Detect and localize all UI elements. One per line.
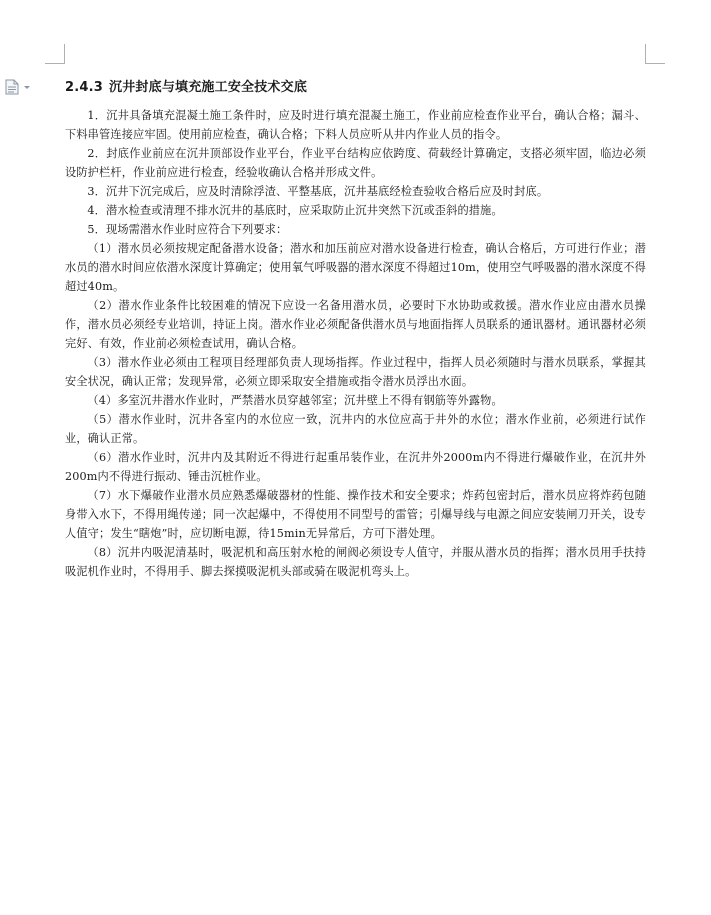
paragraph: （8）沉井内吸泥清基时，吸泥机和高压射水枪的闸阀必须设专人值守，并服从潜水员的指挥；潜水员用手扶持吸泥机作业时，不得用手、脚去探摸吸泥机头部或骑在吸泥机弯头上。 xyxy=(65,546,646,578)
section-number: 2.4.3 xyxy=(65,80,104,95)
paragraph: 4．潜水检查或清理不排水沉井的基底时，应采取防止沉井突然下沉或歪斜的措施。 xyxy=(87,204,503,217)
section-heading xyxy=(65,74,646,102)
crop-mark-top-right xyxy=(645,63,665,64)
crop-mark-top-left xyxy=(45,63,65,64)
crop-mark-top-left xyxy=(64,44,65,63)
paragraph: 3．沉井下沉完成后，应及时清除浮渣、平整基底，沉井基底经检查验收合格后应及时封底。 xyxy=(87,185,549,198)
paragraph: 2．封底作业前应在沉井顶部设作业平台，作业平台结构应依跨度、荷载经计算确定，支搭必须牢固，临边必须设防护栏杆，作业前应进行检查，经验收确认合格并形成文件。 xyxy=(65,147,646,179)
paragraph: （2）潜水作业条件比较困难的情况下应设一名备用潜水员，必要时下水协助或救援。潜水作业应由潜水员操作，潜水员必须经专业培训，持证上岗。潜水作业必须配备供潜水员与地面指挥人员联系的通讯器材。通讯器材必须完好、有效，作业前必须检查试用，确认合格。 xyxy=(65,299,646,350)
crop-mark-top-right xyxy=(645,44,646,63)
paragraph: （7）水下爆破作业潜水员应熟悉爆破器材的性能、操作技术和安全要求；炸药包密封后，潜水员应将炸药包随身带入水下，不得用绳传递；同一次起爆中，不得使用不同型号的雷管；引爆导线与电源之间应安装闸刀开关，设专人值守；发生“瞎炮”时，应切断电源，待15min无异常后，方可下潜处理。 xyxy=(65,489,646,540)
paragraph: （1）潜水员必须按规定配备潜水设备；潜水和加压前应对潜水设备进行检查，确认合格后，方可进行作业；潜水员的潜水时间应依潜水深度计算确定；使用氧气呼吸器的潜水深度不得超过10m，使用空气呼吸器的潜水深度不得超过40m。 xyxy=(65,242,646,293)
paragraph: 5．现场需潜水作业时应符合下列要求： xyxy=(87,223,288,236)
paragraph: 1．沉井具备填充混凝土施工条件时，应及时进行填充混凝土施工，作业前应检查作业平台，确认合格；漏斗、下料串管连接应牢固。使用前应检查，确认合格；下料人员应听从井内作业人员的指令。 xyxy=(65,109,646,141)
document-body xyxy=(65,74,646,581)
paragraph: （6）潜水作业时，沉井内及其附近不得进行起重吊装作业，在沉井外2000m内不得进行爆破作业，在沉井外200m内不得进行振动、锤击沉桩作业。 xyxy=(65,451,646,483)
section-title: 沉井封底与填充施工安全技术交底 xyxy=(109,80,308,95)
document-dropdown-icon[interactable] xyxy=(4,79,34,95)
paragraph: （5）潜水作业时，沉井各室内的水位应一致，沉井内的水位应高于井外的水位；潜水作业前，必须进行试作业，确认正常。 xyxy=(65,413,646,445)
paragraph: （4）多室沉井潜水作业时，严禁潜水员穿越邻室；沉井壁上不得有钢筋等外露物。 xyxy=(87,394,503,407)
paragraph: （3）潜水作业必须由工程项目经理部负责人现场指挥。作业过程中，指挥人员必须随时与潜水员联系，掌握其安全状况，确认正常；发现异常，必须立即采取安全措施或指令潜水员浮出水面。 xyxy=(65,356,646,388)
